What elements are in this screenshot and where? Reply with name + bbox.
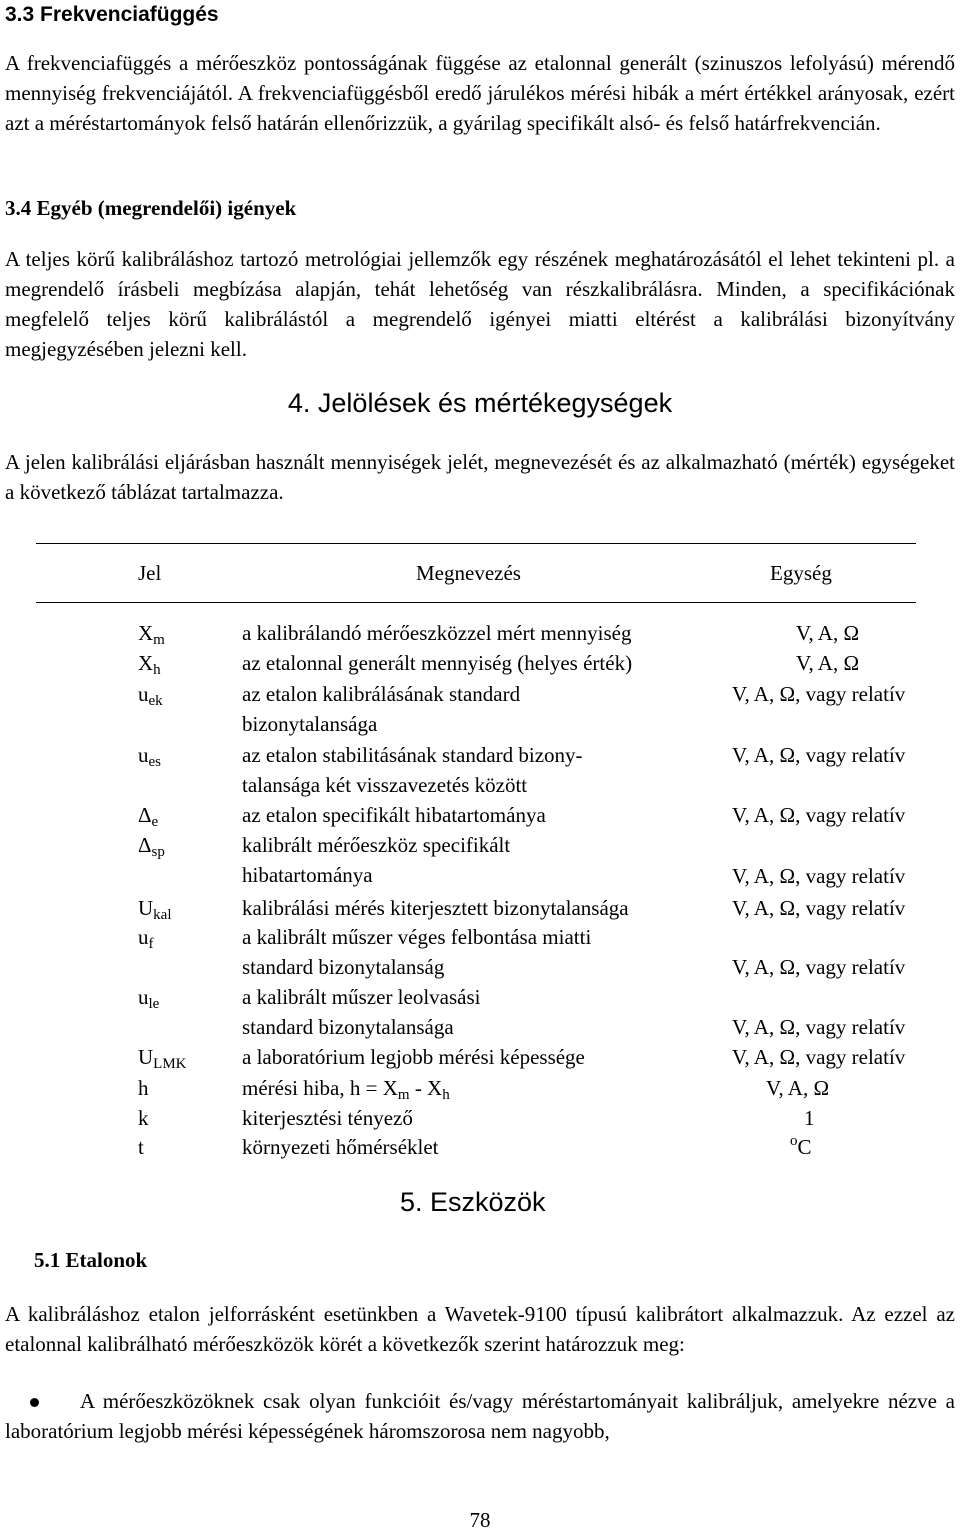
- row-name: az etalon kalibrálásának standard bizonytalansága: [242, 682, 521, 736]
- row-unit: 1: [804, 1106, 815, 1130]
- page-number: 78: [469, 1508, 491, 1532]
- row-name: környezeti hőmérséklet: [242, 1135, 439, 1159]
- row-symbol: $X_m$: [138, 621, 165, 648]
- row-name: az etalonnal generált mennyiség (helyes érték): [242, 651, 633, 675]
- row-name: az etalon specifikált hibatartománya: [242, 803, 546, 827]
- table-header-symbol: Jel: [138, 561, 162, 585]
- row-name: a kalibrált műszer leolvasási standard bizonytalansága: [242, 985, 481, 1039]
- row-unit: V, A, Ω: [796, 651, 860, 675]
- row-symbol: $u_f$: [138, 925, 154, 952]
- bullet-item: A mérőeszközöknek csak olyan funkcióit és/vagy méréstartományait kalibráljuk, amelyekre nézve a laboratórium legjobb mérési képességének háromszorosa nem nagyobb,: [5, 1389, 955, 1443]
- row-name: a kalibrálandó mérőeszközzel mért mennyiség: [242, 621, 632, 645]
- chapter-4-paragraph: A jelen kalibrálási eljárásban használt mennyiségek jelét, megnevezését és az alkalmazható (mérték) egységeket a következő táblázat tartalmazza.: [5, 450, 955, 504]
- row-name: kalibrálási mérés kiterjesztett bizonytalansága: [242, 896, 629, 920]
- row-unit: V, A, Ω, vagy relatív: [732, 1045, 906, 1069]
- table-header-unit: Egység: [770, 561, 832, 585]
- row-unit: V, A, Ω, vagy relatív: [732, 896, 906, 920]
- row-symbol: k: [138, 1106, 149, 1130]
- row-name: a laboratórium legjobb mérési képessége: [242, 1045, 585, 1069]
- chapter-5-paragraph: A kalibráláshoz etalon jelforrásként esetünkben a Wavetek-9100 típusú kalibrátort alkalmazzuk. Az ezzel az etalonnal kalibrálható mérőeszközök körét a következők szerint határozzuk meg:: [5, 1302, 955, 1356]
- row-unit: V, A, Ω, vagy relatív: [732, 803, 906, 827]
- row-unit: V, A, Ω, vagy relatív: [732, 1015, 906, 1039]
- row-symbol: $u_{es}$: [138, 743, 161, 770]
- section-heading-3-3: 3.3 Frekvenciafüggés: [5, 3, 219, 26]
- row-name: az etalon stabilitásának standard bizony- talansága két visszavezetés között: [242, 743, 583, 797]
- row-symbol: $u_{le}$: [138, 985, 160, 1012]
- row-name: a kalibrált műszer véges felbontása miatti standard bizonytalanság: [242, 925, 592, 979]
- row-name: kiterjesztési tényező: [242, 1106, 413, 1130]
- section-3-3-paragraph: A frekvenciafüggés a mérőeszköz pontosságának függése az etalonnal generált (szinuszos lefolyású) mérendő mennyiség frekvenciájától. A frekvenciafüggésből eredő járulékos mérési hibák a mért értékkel arányosak, ezért azt a méréstartományok felső határán ellenőrizzük, a gyárilag specifikált alsó- és felső határfrekvencián.: [5, 51, 955, 135]
- row-symbol: $U_{kal}$: [138, 896, 172, 923]
- chapter-heading-4: 4. Jelölések és mértékegységek: [287, 388, 673, 418]
- row-unit: V, A, Ω, vagy relatív: [732, 864, 906, 888]
- row-symbol: $\Delta_{sp}$: [138, 833, 165, 860]
- row-unit: V, A, Ω, vagy relatív: [732, 682, 906, 706]
- section-3-4-paragraph: A teljes körű kalibráláshoz tartozó metrológiai jellemzők egy részének meghatározásától el lehet tekinteni pl. a megrendelő írásbeli megbízása alapján, tehát lehetőség van részkalibrálásra. Minden, a specifikációnak megfelelő teljes körű kalibrálástól a megrendelő igényei miatti eltérést a kalibrálási bizonyítvány megjegyzésében jelezni kell.: [5, 247, 955, 361]
- row-unit: V, A, Ω: [766, 1076, 830, 1100]
- row-unit: V, A, Ω, vagy relatív: [732, 743, 906, 767]
- row-symbol: $u_{ek}$: [138, 682, 163, 709]
- row-unit: V, A, Ω: [796, 621, 860, 645]
- row-symbol: h: [138, 1076, 149, 1100]
- table-header-name: Megnevezés: [416, 561, 521, 585]
- section-heading-5-1: 5.1 Etalonok: [34, 1248, 148, 1272]
- row-symbol: t: [138, 1135, 144, 1159]
- row-unit: V, A, Ω, vagy relatív: [732, 955, 906, 979]
- row-symbol: $\Delta_e$: [138, 803, 159, 830]
- row-unit: $^o$C: [790, 1133, 812, 1159]
- row-symbol: $U_{LMK}$: [138, 1045, 187, 1072]
- table-header-rule: [36, 602, 916, 603]
- chapter-heading-5: 5. Eszközök: [400, 1187, 546, 1217]
- section-heading-3-4: 3.4 Egyéb (megrendelői) igények: [5, 196, 297, 220]
- table-top-rule: [36, 543, 916, 544]
- row-name: kalibrált mérőeszköz specifikált hibatartománya: [242, 833, 511, 887]
- row-symbol: $X_h$: [138, 651, 161, 678]
- row-name: mérési hiba, $h = X_m - X_h$: [242, 1076, 450, 1103]
